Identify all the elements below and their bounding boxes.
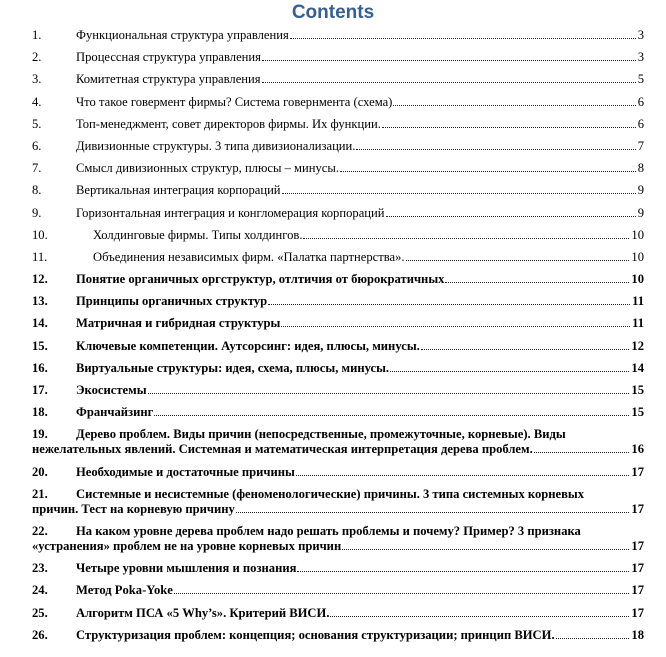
- toc-entry-text: Что такое говермент фирмы? Система говернмента (схема): [76, 94, 393, 109]
- dot-leader: [386, 216, 636, 217]
- dot-leader: [236, 512, 630, 513]
- table-of-contents: [32, 28, 644, 650]
- toc-entry-text: Понятие органичных оргструктур, отлтичия от бюрократичных: [76, 272, 445, 287]
- toc-entry[interactable]: [32, 383, 644, 398]
- dot-leader: [268, 304, 630, 305]
- toc-entry-page: 10: [631, 227, 644, 242]
- toc-entry-number: 9.: [32, 205, 42, 220]
- toc-entry[interactable]: [32, 606, 644, 621]
- dot-leader: [303, 238, 629, 239]
- toc-entry-page: 6: [637, 116, 644, 131]
- toc-entry-text-line1: Системные и несистемные (феноменологические) причины. 3 типа системных корневых: [76, 486, 585, 501]
- toc-entry[interactable]: [32, 339, 644, 354]
- toc-entry-text: Необходимые и достаточные причины: [76, 464, 295, 479]
- toc-entry-text: Четыре уровни мышления и познания: [76, 561, 297, 576]
- toc-entry-number: 24.: [32, 583, 48, 598]
- toc-entry[interactable]: [32, 228, 644, 243]
- dot-leader: [174, 593, 630, 594]
- toc-entry-text: Алгоритм ПСА «5 Why’s». Критерий ВИСИ.: [76, 605, 330, 620]
- toc-entry-text-line1: Дерево проблем. Виды причин (непосредственные, промежуточные, корневые). Виды: [76, 427, 566, 442]
- toc-entry-text: Горизонтальная интеграция и конгломерация корпораций: [76, 205, 385, 220]
- dot-leader: [262, 82, 636, 83]
- dot-leader: [262, 60, 636, 61]
- toc-entry-number: 22.: [32, 523, 48, 538]
- dot-leader: [281, 326, 630, 327]
- dot-leader: [356, 149, 635, 150]
- toc-entry[interactable]: [32, 250, 644, 265]
- toc-entry-text: Топ-менеджмент, совет директоров фирмы. Их функции.: [76, 116, 381, 131]
- toc-entry[interactable]: [32, 465, 644, 480]
- toc-entry[interactable]: [32, 487, 644, 517]
- toc-entry[interactable]: [32, 427, 644, 457]
- toc-entry-text: «устранения» проблем не на уровне корневых причин: [32, 538, 342, 553]
- toc-entry-number: 14.: [32, 316, 48, 331]
- toc-entry-text: Структуризация проблем: концепция; основания структуризации; принцип ВИСИ.: [76, 627, 555, 642]
- dot-leader: [445, 282, 629, 283]
- toc-entry-page: 18: [631, 627, 644, 642]
- toc-entry[interactable]: [32, 117, 644, 132]
- toc-entry-number: 7.: [32, 161, 42, 176]
- toc-entry-text: Виртуальные структуры: идея, схема, плюсы, минусы.: [76, 360, 390, 375]
- toc-entry[interactable]: [32, 361, 644, 376]
- toc-entry[interactable]: [32, 561, 644, 576]
- toc-entry-number: 1.: [32, 28, 42, 42]
- dot-leader: [290, 38, 636, 39]
- toc-entry-page: 9: [637, 183, 644, 198]
- toc-entry-page: 7: [637, 138, 644, 153]
- toc-entry-text: Вертикальная интеграция корпораций: [76, 183, 281, 198]
- dot-leader: [342, 549, 629, 550]
- toc-entry[interactable]: [32, 28, 644, 43]
- toc-entry-number: 17.: [32, 383, 48, 397]
- toc-entry-text: Франчайзинг: [76, 405, 154, 420]
- toc-entry-number: 10.: [32, 227, 48, 242]
- toc-entry-page: 17: [631, 605, 644, 620]
- toc-entry-text: Объединения независимых фирм. «Палатка партнерства».: [93, 249, 405, 264]
- toc-entry[interactable]: [32, 206, 644, 221]
- dot-leader: [382, 127, 636, 128]
- toc-entry-number: 23.: [32, 561, 48, 576]
- toc-entry-page: 9: [637, 205, 644, 220]
- dot-leader: [340, 171, 636, 172]
- toc-entry[interactable]: [32, 95, 644, 110]
- toc-entry[interactable]: [32, 183, 644, 198]
- toc-entry-number: 6.: [32, 138, 42, 153]
- toc-entry[interactable]: [32, 161, 644, 176]
- dot-leader: [296, 475, 630, 476]
- toc-entry-page: 12: [631, 338, 644, 353]
- toc-entry-page: 14: [631, 360, 644, 375]
- toc-entry-page: 17: [631, 501, 644, 516]
- toc-entry[interactable]: [32, 50, 644, 65]
- toc-entry[interactable]: [32, 316, 644, 331]
- toc-entry-number: 26.: [32, 627, 48, 642]
- toc-entry-page: 6: [637, 94, 644, 109]
- dot-leader: [330, 616, 629, 617]
- toc-entry[interactable]: [32, 405, 644, 420]
- toc-entry-number: 2.: [32, 50, 42, 65]
- toc-entry-number: 18.: [32, 405, 48, 420]
- toc-entry-page: 10: [631, 272, 644, 287]
- toc-entry-page: 10: [631, 249, 644, 264]
- toc-entry-number: 16.: [32, 360, 48, 375]
- toc-entry-text: Дивизионные структуры. 3 типа дивизионализации.: [76, 138, 356, 153]
- toc-entry-text: Комитетная структура управления: [76, 72, 261, 87]
- toc-entry-page: 15: [631, 405, 644, 420]
- toc-entry-number: 12.: [32, 272, 48, 287]
- toc-entry-text: нежелательных явлений. Системная и математическая интерпретация дерева проблем.: [32, 442, 533, 457]
- toc-entry-number: 11.: [32, 249, 48, 264]
- toc-entry[interactable]: [32, 524, 644, 554]
- toc-entry-page: 17: [631, 561, 644, 576]
- toc-entry[interactable]: [32, 139, 644, 154]
- toc-entry-text: Матричная и гибридная структуры: [76, 316, 281, 331]
- toc-entry[interactable]: [32, 72, 644, 87]
- toc-entry-number: 21.: [32, 486, 48, 501]
- toc-entry-number: 20.: [32, 464, 48, 479]
- toc-entry-number: 19.: [32, 427, 48, 442]
- toc-entry-page: 17: [631, 583, 644, 598]
- dot-leader: [556, 638, 630, 639]
- toc-entry[interactable]: [32, 294, 644, 309]
- dot-leader: [297, 571, 629, 572]
- toc-entry-text-line1: На каком уровне дерева проблем надо решать проблемы и почему? Пример? 3 признака: [76, 523, 581, 538]
- dot-leader: [148, 393, 630, 394]
- toc-entry-page: 16: [631, 442, 644, 457]
- dot-leader: [406, 260, 630, 261]
- toc-entry-number: 5.: [32, 116, 42, 131]
- dot-leader: [393, 105, 635, 106]
- toc-entry-text: Метод Poka-Yoke: [76, 583, 173, 598]
- toc-entry-text: Холдинговые фирмы. Типы холдингов.: [93, 227, 303, 242]
- toc-entry[interactable]: [32, 583, 644, 598]
- toc-entry-page: 5: [637, 72, 644, 87]
- toc-entry-number: 4.: [32, 94, 42, 109]
- toc-entry-text: Ключевые компетенции. Аутсорсинг: идея, плюсы, минусы.: [76, 338, 420, 353]
- toc-entry-text: Экосистемы: [76, 383, 147, 397]
- dot-leader: [534, 452, 630, 453]
- toc-entry[interactable]: [32, 628, 644, 643]
- toc-entry-number: 8.: [32, 183, 42, 198]
- toc-entry-page: 17: [631, 538, 644, 553]
- dot-leader: [282, 193, 636, 194]
- toc-entry-number: 15.: [32, 338, 48, 353]
- toc-entry-number: 25.: [32, 605, 48, 620]
- dot-leader: [390, 371, 629, 372]
- toc-entry-page: 3: [637, 50, 644, 65]
- toc-entry-page: 11: [632, 294, 644, 309]
- toc-entry-page: 8: [637, 161, 644, 176]
- toc-entry-text: причин. Тест на корневую причину: [32, 501, 235, 516]
- toc-entry[interactable]: [32, 272, 644, 287]
- toc-entry-page: 11: [632, 316, 644, 331]
- toc-entry-number: 13.: [32, 294, 48, 309]
- toc-entry-number: 3.: [32, 72, 42, 87]
- toc-entry-text: Принципы органичных структур: [76, 294, 268, 309]
- toc-entry-page: 3: [637, 28, 644, 42]
- toc-entry-page: 17: [631, 464, 644, 479]
- toc-entry-text: Процессная структура управления: [76, 50, 261, 65]
- toc-title: Contents: [291, 2, 375, 23]
- toc-entry-text: Функциональная структура управления: [76, 28, 289, 42]
- dot-leader: [154, 415, 629, 416]
- toc-entry-text: Смысл дивизионных структур, плюсы – минусы.: [76, 161, 339, 176]
- toc-entry-page: 15: [631, 383, 644, 397]
- dot-leader: [421, 349, 630, 350]
